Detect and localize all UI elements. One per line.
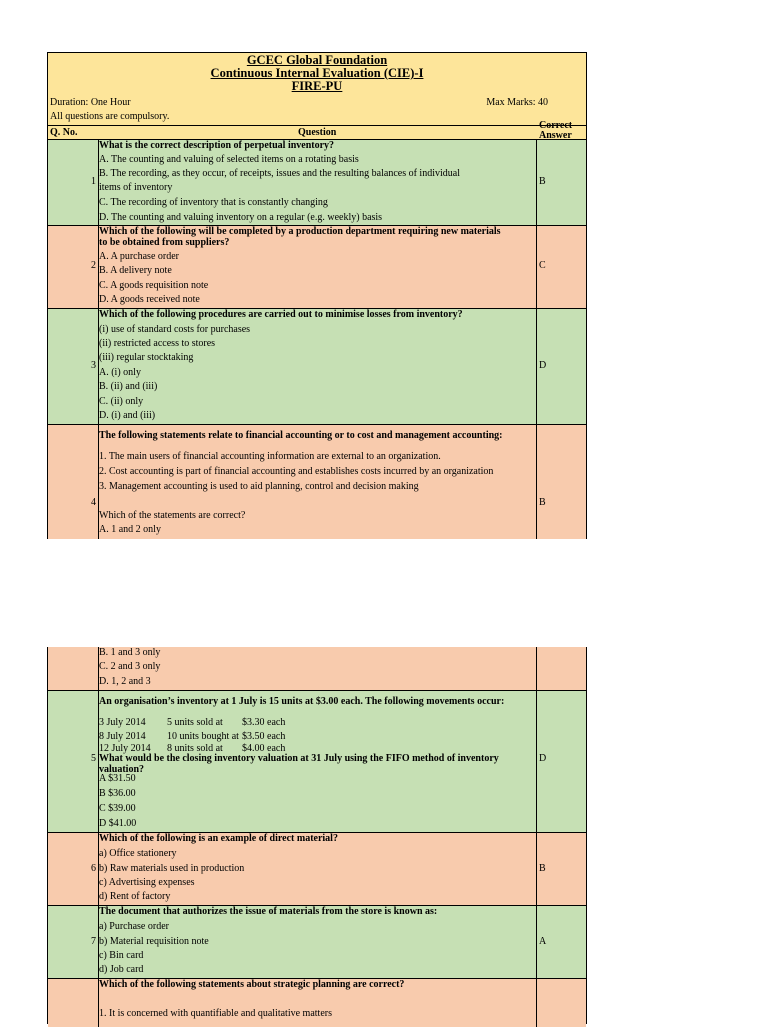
question-cell	[99, 906, 536, 978]
option-line: d) Rent of factory	[99, 891, 171, 902]
col-question-header: Question	[298, 127, 337, 138]
option-line: A. (i) only	[99, 367, 141, 378]
option-line: A. A purchase order	[99, 251, 179, 262]
question-cell	[99, 979, 536, 1027]
movement-desc: 8 units sold at	[167, 743, 223, 754]
question-number: 3	[91, 360, 96, 371]
option-line: D $41.00	[99, 818, 137, 829]
exam-header	[48, 53, 586, 140]
option-line: (iii) regular stocktaking	[99, 352, 194, 363]
qno-cell	[48, 309, 99, 424]
col-answer-header: Correct Answer	[539, 121, 573, 139]
option-line: B. The recording, as they occur, of receipts, issues and the resulting balances of individual	[99, 168, 460, 179]
movement-price: $3.50 each	[242, 731, 286, 742]
option-line: d) Job card	[99, 964, 144, 975]
question-row-3	[48, 309, 586, 425]
institution-title: GCEC Global Foundation	[246, 53, 388, 67]
movement-price: $3.30 each	[242, 717, 286, 728]
sheet-page-1	[47, 52, 587, 539]
question-cell	[99, 226, 536, 308]
question-text-2: What would be the closing inventory valuation at 31 July using the FIFO method of inventory	[99, 753, 499, 764]
question-row-4	[48, 425, 586, 539]
statement-line: Which of the statements are correct?	[99, 510, 246, 521]
question-cell	[99, 647, 536, 690]
answer-cell	[536, 425, 586, 539]
option-line: C. A goods requisition note	[99, 280, 209, 291]
movement-date: 12 July 2014	[99, 743, 151, 754]
instructions-label: All questions are compulsory.	[50, 111, 170, 122]
question-number: 1	[91, 176, 96, 187]
question-text: Which of the following statements about strategic planning are correct?	[99, 979, 405, 990]
question-cell	[99, 140, 536, 225]
question-text: The following statements relate to financial accounting or to cost and management accounting:	[99, 430, 503, 441]
question-row-1	[48, 140, 586, 226]
question-row-2	[48, 226, 586, 309]
option-line: D. A goods received note	[99, 294, 200, 305]
option-line: items of inventory	[99, 182, 173, 193]
question-row-7	[48, 906, 586, 979]
statement-line: 1. It is concerned with quantifiable and qualitative matters	[99, 1008, 332, 1019]
option-line: C. 2 and 3 only	[99, 661, 161, 672]
question-text: Which of the following will be completed by a production department requiring new materials	[99, 226, 501, 237]
option-line: c) Advertising expenses	[99, 877, 195, 888]
option-line: a) Purchase order	[99, 921, 169, 932]
question-cell	[99, 833, 536, 905]
option-line: C $39.00	[99, 803, 136, 814]
question-text: Which of the following procedures are carried out to minimise losses from inventory?	[99, 309, 463, 320]
movement-line	[99, 731, 285, 743]
correct-answer: C	[539, 260, 546, 271]
qno-cell	[48, 647, 99, 690]
answer-cell	[536, 140, 586, 225]
option-line: B. 1 and 3 only	[99, 647, 161, 658]
option-line: C. (ii) only	[99, 396, 144, 407]
question-row-5	[48, 691, 586, 833]
answer-cell	[536, 309, 586, 424]
answer-cell	[536, 833, 586, 905]
option-line: a) Office stationery	[99, 848, 177, 859]
question-text: Which of the following is an example of direct material?	[99, 833, 338, 844]
question-cell	[99, 309, 536, 424]
question-number: 7	[91, 936, 96, 947]
course-title: FIRE-PU	[291, 79, 343, 93]
option-line: D. 1, 2 and 3	[99, 676, 151, 687]
qno-cell	[48, 140, 99, 225]
option-line: D. The counting and valuing inventory on a regular (e.g. weekly) basis	[99, 212, 383, 223]
qno-cell	[48, 906, 99, 978]
option-line: B. (ii) and (iii)	[99, 381, 158, 392]
option-line: A $31.50	[99, 773, 136, 784]
movement-price: $4.00 each	[242, 743, 286, 754]
question-text-2-cont: valuation?	[99, 764, 145, 775]
qno-cell	[48, 979, 99, 1027]
question-number: 2	[91, 260, 96, 271]
option-line: B $36.00	[99, 788, 136, 799]
max-marks-label: Max Marks: 40	[486, 97, 548, 108]
option-line: A. 1 and 2 only	[99, 524, 161, 535]
statement-line: 3. Management accounting is used to aid planning, control and decision making	[99, 481, 419, 492]
column-header-row	[48, 121, 586, 140]
question-text: The document that authorizes the issue of materials from the store is known as:	[99, 906, 438, 917]
question-cell	[99, 691, 536, 832]
question-text-cont: to be obtained from suppliers?	[99, 237, 230, 248]
movement-date: 3 July 2014	[99, 717, 146, 728]
question-row-6	[48, 833, 586, 906]
movement-desc: 5 units sold at	[167, 717, 223, 728]
question-number: 5	[91, 753, 96, 764]
qno-cell	[48, 425, 99, 539]
option-line: (ii) restricted access to stores	[99, 338, 216, 349]
statement-line: 1. The main users of financial accounting information are external to an organization.	[99, 451, 441, 462]
option-line: A. The counting and valuing of selected items on a rotating basis	[99, 154, 359, 165]
question-row-4-cont	[48, 647, 586, 691]
movement-desc: 10 units bought at	[167, 731, 239, 742]
qno-cell	[48, 833, 99, 905]
question-cell	[99, 425, 536, 539]
qno-cell	[48, 691, 99, 832]
sheet-page-2	[47, 647, 587, 1024]
question-text: An organisation’s inventory at 1 July is 15 units at $3.00 each. The following movements occur:	[99, 696, 505, 707]
correct-answer: D	[539, 360, 547, 371]
correct-answer: A	[539, 936, 547, 947]
option-line: (i) use of standard costs for purchases	[99, 324, 251, 335]
correct-answer: D	[539, 753, 547, 764]
correct-answer: B	[539, 863, 546, 874]
question-row-8	[48, 979, 586, 1027]
option-line: D. (i) and (iii)	[99, 410, 156, 421]
option-line: c) Bin card	[99, 950, 144, 961]
option-line: C. The recording of inventory that is constantly changing	[99, 197, 328, 208]
correct-answer: B	[539, 497, 546, 508]
answer-cell	[536, 906, 586, 978]
qno-cell	[48, 226, 99, 308]
duration-label: Duration: One Hour	[50, 97, 131, 108]
answer-cell	[536, 226, 586, 308]
statement-line: 2. Cost accounting is part of financial accounting and establishes costs incurred by an organization	[99, 466, 494, 477]
option-line: B. A delivery note	[99, 265, 172, 276]
movement-date: 8 July 2014	[99, 731, 146, 742]
correct-answer: B	[539, 176, 546, 187]
exam-title: Continuous Internal Evaluation (CIE)-I	[210, 66, 424, 80]
question-text: What is the correct description of perpetual inventory?	[99, 140, 335, 151]
col-qno-header: Q. No.	[50, 127, 78, 138]
question-number: 6	[91, 863, 96, 874]
question-number: 4	[91, 497, 96, 508]
option-line: b) Raw materials used in production	[99, 863, 245, 874]
option-line: b) Material requisition note	[99, 936, 209, 947]
answer-cell	[536, 691, 586, 832]
movement-line	[99, 717, 285, 729]
answer-cell	[536, 647, 586, 690]
answer-cell	[536, 979, 586, 1027]
